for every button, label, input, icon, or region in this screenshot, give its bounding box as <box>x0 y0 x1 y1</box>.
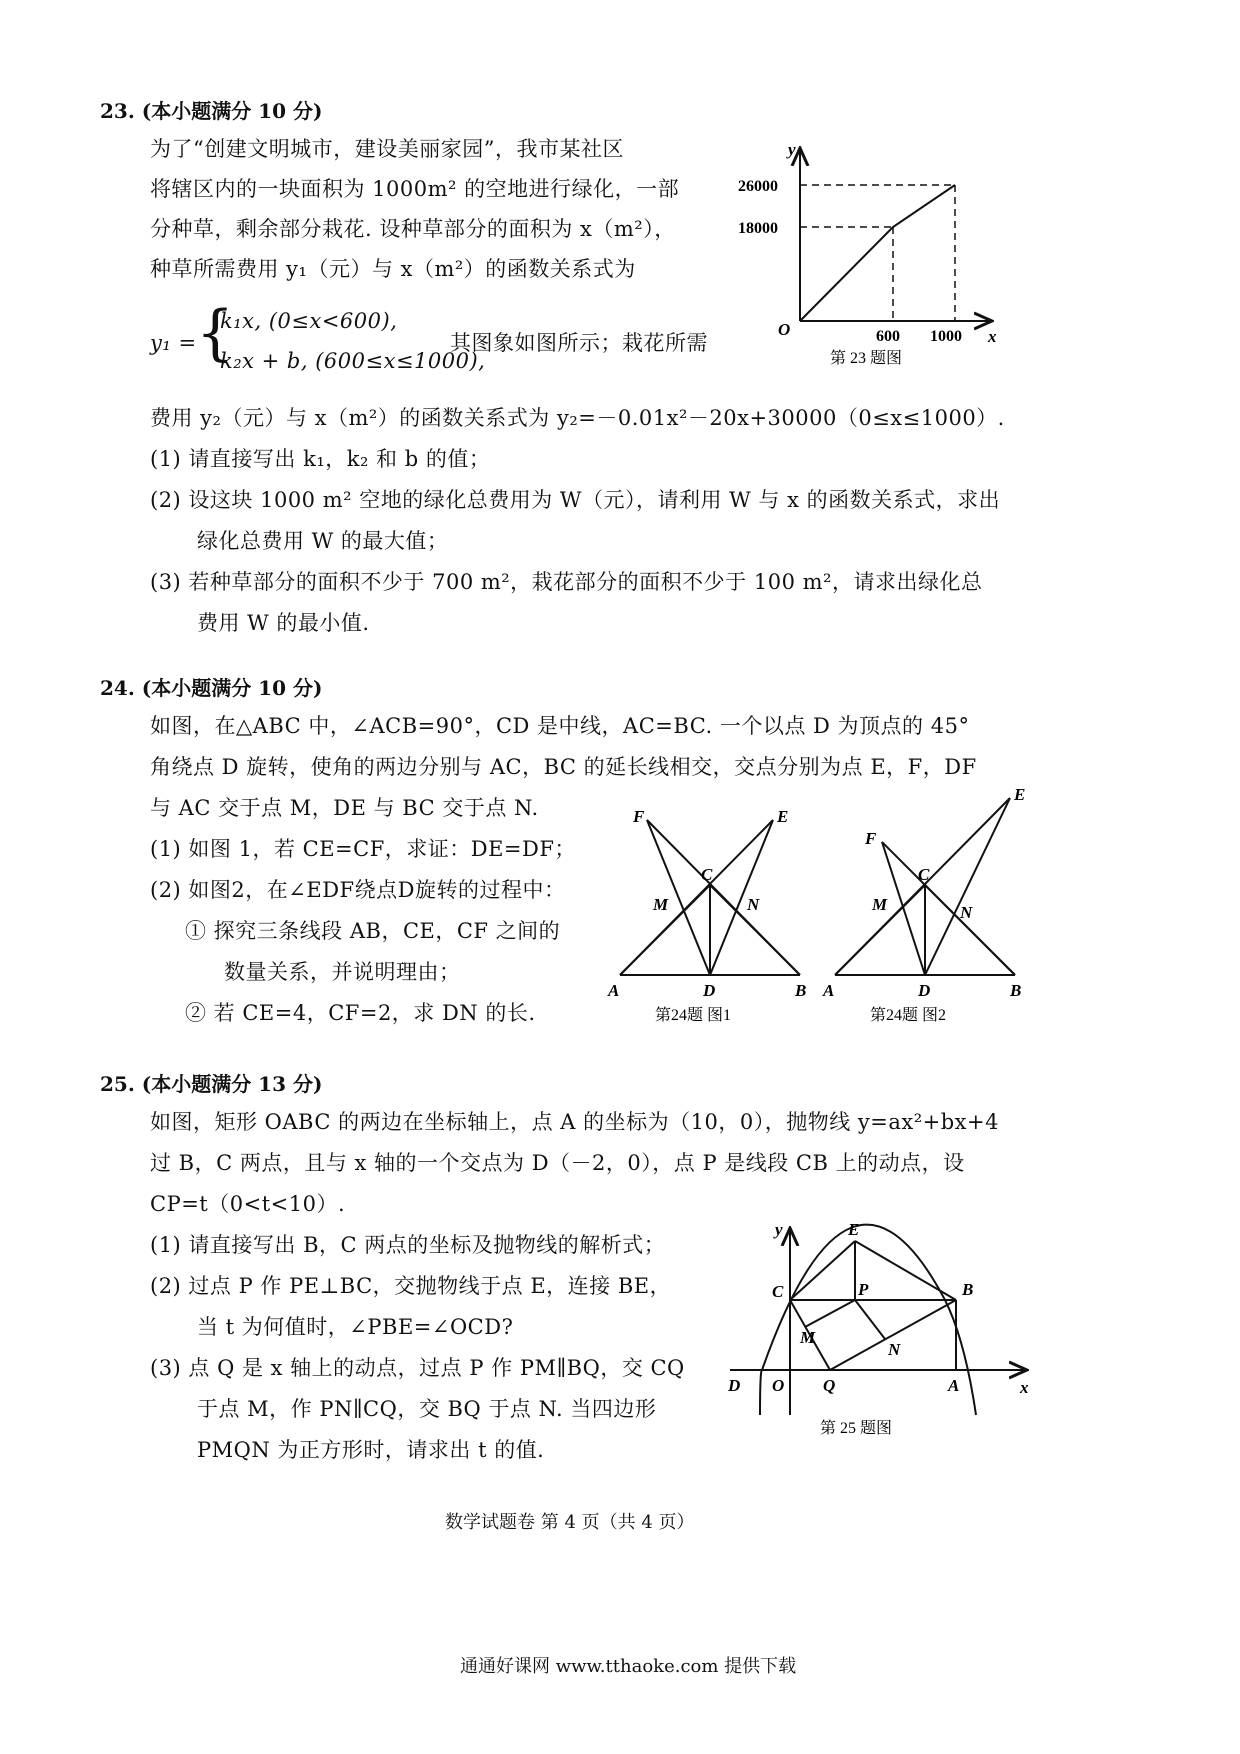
q25-caption: 第 25 题图 <box>820 1420 893 1437</box>
q23-sub-2a: (2) 设这块 1000 m² 空地的绿化总费用为 W（元），请利用 W 与 x 的函数关系式，求出 <box>150 488 1001 512</box>
q25-PN <box>855 1300 885 1339</box>
q23-y-label: y <box>788 140 796 159</box>
q25-heading: 25. (本小题满分 13 分) <box>100 1072 323 1096</box>
q23-line-1: 为了“创建文明城市，建设美丽家园”，我市某社区 <box>150 137 624 161</box>
q24f2-label-D: D <box>918 981 931 1000</box>
q25-sub-3b: 于点 M，作 PN∥CQ，交 BQ 于点 N. 当四边形 <box>197 1397 657 1421</box>
q25-figure <box>720 1215 1040 1455</box>
q25-label-A: A <box>948 1376 960 1395</box>
q24-figure-2 <box>820 780 1040 1045</box>
q24f1-caption: 第24题 图1 <box>655 1007 732 1024</box>
q24f2-DE <box>925 798 1010 975</box>
q24f2-DF <box>882 842 925 975</box>
q25-y-label: y <box>775 1220 783 1239</box>
q24-line-3: 与 AC 交于点 M，DE 与 BC 交于点 N. <box>150 796 539 820</box>
q23-line-3: 分种草，剩余部分栽花. 设种草部分的面积为 x（m²）， <box>150 217 676 241</box>
q25-sub-3c: PMQN 为正方形时，请求出 t 的值. <box>197 1438 545 1462</box>
q25-label-Q: Q <box>823 1376 836 1395</box>
q25-label-D: D <box>728 1376 741 1395</box>
download-footer: 通通好课网 www.tthaoke.com 提供下载 <box>460 1656 797 1677</box>
q25-sub-2b: 当 t 为何值时，∠PBE=∠OCD? <box>197 1315 514 1339</box>
q23-piece-1: k₁x, (0≤x<600), <box>220 309 398 333</box>
page-footer: 数学试题卷 第 4 页（共 4 页） <box>445 1512 695 1533</box>
q25-PM <box>805 1300 855 1327</box>
q25-label-B: B <box>962 1280 974 1299</box>
q24f2-label-E: E <box>1014 785 1026 804</box>
q25-label-C: C <box>772 1282 784 1301</box>
q23-origin-label: O <box>778 320 791 339</box>
q24f1-label-M: M <box>653 895 669 914</box>
q23-y-tick-18000: 18000 <box>738 220 778 237</box>
q24f1-label-N: N <box>747 895 760 914</box>
q23-caption: 第 23 题图 <box>830 350 903 367</box>
q25-EB <box>855 1241 956 1300</box>
q23-y-tick-26000: 26000 <box>738 178 778 195</box>
q24-sub-2: (2) 如图2，在∠EDF绕点D旋转的过程中： <box>150 878 566 902</box>
q24-heading: 24. (本小题满分 10 分) <box>100 676 323 700</box>
q24-figure-1 <box>605 800 825 1045</box>
q25-line-2: 过 B，C 两点，且与 x 轴的一个交点为 D（－2，0），点 P 是线段 CB 上的动点，设 <box>150 1151 965 1175</box>
q23-sub-3a: (3) 若种草部分的面积不少于 700 m²，栽花部分的面积不少于 100 m²，请求出绿化总 <box>150 570 983 594</box>
q24f2-label-N: N <box>960 903 973 922</box>
q24-line-2: 角绕点 D 旋转，使角的两边分别与 AC，BC 的延长线相交，交点分别为点 E，F，DF <box>150 755 977 779</box>
q23-sub-1: (1) 请直接写出 k₁，k₂ 和 b 的值； <box>150 447 491 471</box>
q24-sub-1: (1) 如图 1，若 CE=CF，求证：DE=DF； <box>150 837 576 861</box>
q25-sub-3a: (3) 点 Q 是 x 轴上的动点，过点 P 作 PM∥BQ，交 CQ <box>150 1356 685 1380</box>
q23-piece-2: k₂x + b, (600≤x≤1000), <box>220 349 486 373</box>
q23-x-tick-600: 600 <box>876 328 900 345</box>
q24f2-label-F: F <box>865 829 877 848</box>
q25-label-N: N <box>888 1340 901 1359</box>
q24f1-FB <box>647 820 800 975</box>
q25-line-1: 如图，矩形 OABC 的两边在坐标轴上，点 A 的坐标为（10，0），抛物线 y=ax²+bx+4 <box>150 1110 999 1134</box>
q24f2-label-M: M <box>872 895 888 914</box>
q23-sub-3b: 费用 W 的最小值. <box>197 611 370 635</box>
q23-brace: { <box>196 298 235 368</box>
q25-parabola <box>760 1225 976 1415</box>
q24-line-1: 如图，在△ABC 中，∠ACB=90°，CD 是中线，AC=BC. 一个以点 D 为顶点的 45° <box>150 714 970 738</box>
q24f1-label-A: A <box>608 981 620 1000</box>
q25-label-P: P <box>858 1280 869 1299</box>
q23-figure <box>730 135 1010 375</box>
q23-graph-line <box>800 185 955 321</box>
q24-sub-2a-1: ① 探究三条线段 AB，CE，CF 之间的 <box>185 919 561 943</box>
q25-sub-2a: (2) 过点 P 作 PE⊥BC，交抛物线于点 E，连接 BE， <box>150 1274 672 1298</box>
q23-sub-2b: 绿化总费用 W 的最大值； <box>197 529 449 553</box>
q25-label-M: M <box>800 1328 816 1347</box>
q25-label-O: O <box>772 1376 785 1395</box>
q24f1-label-D: D <box>703 981 716 1000</box>
q25-QB <box>830 1300 956 1370</box>
q25-x-label: x <box>1020 1378 1029 1397</box>
q23-line-2: 将辖区内的一块面积为 1000m² 的空地进行绿化，一部 <box>150 177 680 201</box>
q23-x-label: x <box>988 327 997 346</box>
q23-y2-line: 费用 y₂（元）与 x（m²）的函数关系式为 y₂=－0.01x²－20x+30000（0≤x≤1000）. <box>150 406 1005 430</box>
q25-label-E: E <box>848 1220 860 1239</box>
q24f2-label-C: C <box>918 865 930 884</box>
q24f2-EA <box>835 798 1010 975</box>
q23-after-piece: 其图象如图所示；栽花所需 <box>450 331 708 355</box>
q23-x-tick-1000: 1000 <box>930 328 962 345</box>
q24f2-label-B: B <box>1010 981 1022 1000</box>
q24f1-DE <box>710 820 773 975</box>
q24f1-label-E: E <box>777 807 789 826</box>
q24f1-label-F: F <box>633 807 645 826</box>
q24f2-label-A: A <box>823 981 835 1000</box>
q24-sub-2b: ② 若 CE=4，CF=2，求 DN 的长. <box>185 1001 536 1025</box>
q23-y1-label: y₁ = <box>150 331 197 355</box>
q24f1-label-C: C <box>701 865 713 884</box>
q24-sub-2a-2: 数量关系，并说明理由； <box>224 960 461 984</box>
q25-sub-1: (1) 请直接写出 B，C 两点的坐标及抛物线的解析式； <box>150 1233 666 1257</box>
q24f2-caption: 第24题 图2 <box>870 1007 947 1024</box>
q24f1-label-B: B <box>795 981 807 1000</box>
q25-line-3: CP=t（0<t<10）. <box>150 1192 346 1216</box>
q23-heading: 23. (本小题满分 10 分) <box>100 99 323 123</box>
q23-line-4: 种草所需费用 y₁（元）与 x（m²）的函数关系式为 <box>150 257 636 281</box>
